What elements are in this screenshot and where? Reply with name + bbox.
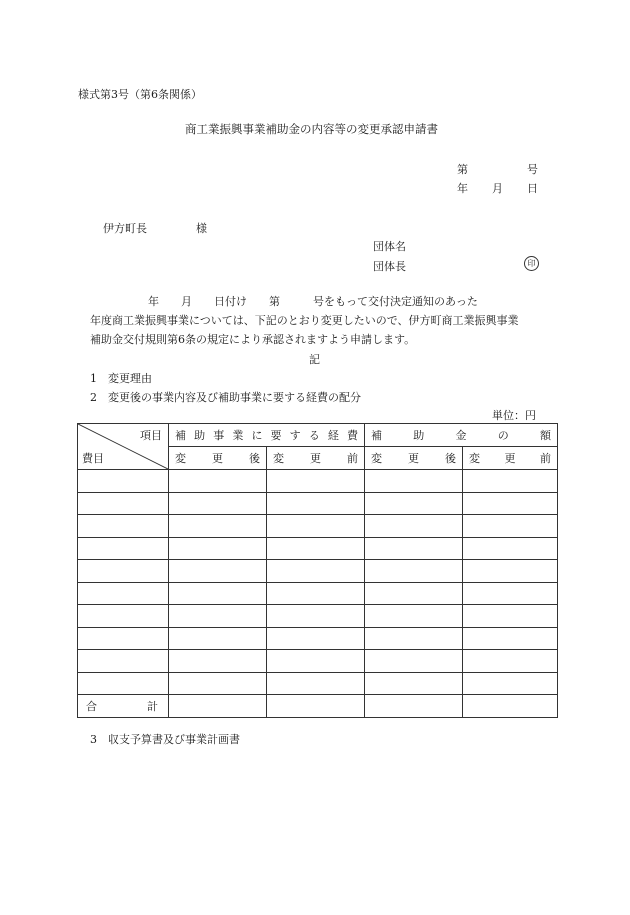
table-cell[interactable] [169, 537, 267, 560]
table-cell[interactable] [463, 672, 558, 695]
table-cell[interactable] [78, 650, 169, 673]
table-cell[interactable] [463, 627, 558, 650]
table-row [78, 582, 558, 605]
total-char-2: 計 [147, 699, 158, 713]
table-cell[interactable] [267, 492, 365, 515]
table-row [78, 627, 558, 650]
organization-name-label: 団体名 [373, 240, 406, 253]
table-cell[interactable] [78, 537, 169, 560]
total-row [78, 695, 558, 718]
table-cell[interactable] [365, 492, 463, 515]
addressee-name: 伊方町長 [103, 222, 147, 235]
header-subsidy-amount: 補 助 金 の 額 [365, 424, 558, 447]
table-row [78, 492, 558, 515]
table-cell[interactable] [267, 605, 365, 628]
table-cell[interactable] [78, 672, 169, 695]
table-cell[interactable] [463, 650, 558, 673]
header-required-expenses: 補 助 事 業 に 要 す る 経 費 [169, 424, 365, 447]
table-row [78, 650, 558, 673]
table-cell[interactable] [169, 470, 267, 493]
addressee-honorific: 様 [196, 222, 207, 235]
table-cell[interactable] [267, 470, 365, 493]
form-number: 様式第3号（第6条関係） [78, 88, 202, 101]
table-cell[interactable] [78, 515, 169, 538]
total-char-1: 合 [86, 699, 97, 713]
table-cell[interactable] [365, 650, 463, 673]
table-cell[interactable] [463, 492, 558, 515]
table-row [78, 560, 558, 583]
table-cell[interactable] [169, 627, 267, 650]
table-cell[interactable] [267, 582, 365, 605]
total-label-cell [78, 695, 169, 718]
subheader-after-change: 変 更 後 [365, 447, 463, 470]
corner-label-item: 項目 [140, 429, 162, 442]
table-cell[interactable] [169, 605, 267, 628]
ki-heading: 記 [309, 353, 320, 366]
document-title: 商工業振興事業補助金の内容等の変更承認申請書 [185, 122, 438, 136]
table-cell[interactable] [78, 470, 169, 493]
table-row [78, 605, 558, 628]
table-cell[interactable] [169, 650, 267, 673]
table-cell[interactable] [169, 582, 267, 605]
subheader-before-change: 変 更 前 [267, 447, 365, 470]
table-cell[interactable] [365, 582, 463, 605]
table-cell[interactable] [169, 672, 267, 695]
table-cell[interactable] [365, 515, 463, 538]
expense-table [77, 423, 558, 718]
table-cell[interactable] [267, 537, 365, 560]
table-corner-header [78, 424, 169, 470]
table-row [78, 672, 558, 695]
date-month-label: 月 [492, 182, 503, 195]
table-cell[interactable] [365, 627, 463, 650]
date-year-label: 年 [457, 182, 468, 195]
table-cell[interactable] [169, 560, 267, 583]
table-cell[interactable] [365, 672, 463, 695]
body-text-line-2: 年度商工業振興事業については、下記のとおり変更したいので、伊方町商工業振興事業 [90, 314, 519, 327]
table-cell[interactable] [463, 537, 558, 560]
body-text-line-3: 補助金交付規則第6条の規定により承認されますよう申請します。 [90, 333, 416, 346]
table-cell[interactable] [169, 492, 267, 515]
table-cell[interactable] [169, 695, 267, 718]
table-cell[interactable] [365, 537, 463, 560]
item-3-budget-plan: 3 収支予算書及び事業計画書 [90, 733, 240, 746]
body-text-line-1: 年 月 日付け 第 号をもって交付決定通知のあった [148, 295, 478, 308]
seal-mark: 印 [524, 256, 539, 271]
organization-head-label: 団体長 [373, 260, 406, 273]
item-2-expense-allocation: 2 変更後の事業内容及び補助事業に要する経費の配分 [90, 391, 361, 404]
table-cell[interactable] [267, 695, 365, 718]
table-cell[interactable] [169, 515, 267, 538]
table-cell[interactable] [267, 650, 365, 673]
table-cell[interactable] [463, 515, 558, 538]
corner-label-expense: 費目 [82, 452, 104, 465]
table-cell[interactable] [78, 605, 169, 628]
date-day-label: 日 [527, 182, 538, 195]
table-cell[interactable] [267, 627, 365, 650]
table-cell[interactable] [463, 470, 558, 493]
subheader-after-change: 変 更 後 [169, 447, 267, 470]
table-cell[interactable] [267, 515, 365, 538]
unit-label: 単位：円 [492, 409, 536, 422]
item-1-change-reason: 1 変更理由 [90, 372, 152, 385]
table-cell[interactable] [463, 695, 558, 718]
table-row [78, 470, 558, 493]
subheader-before-change: 変 更 前 [463, 447, 558, 470]
table-cell[interactable] [78, 492, 169, 515]
document-number-suffix: 号 [527, 163, 538, 176]
table-cell[interactable] [365, 605, 463, 628]
document-number-prefix: 第 [457, 163, 468, 176]
table-cell[interactable] [463, 582, 558, 605]
table-cell[interactable] [463, 560, 558, 583]
table-cell[interactable] [267, 560, 365, 583]
table-cell[interactable] [78, 627, 169, 650]
table-cell[interactable] [365, 695, 463, 718]
table-cell[interactable] [78, 560, 169, 583]
table-cell[interactable] [365, 470, 463, 493]
table-cell[interactable] [267, 672, 365, 695]
table-row [78, 515, 558, 538]
table-cell[interactable] [463, 605, 558, 628]
table-cell[interactable] [365, 560, 463, 583]
table-row [78, 537, 558, 560]
table-cell[interactable] [78, 582, 169, 605]
